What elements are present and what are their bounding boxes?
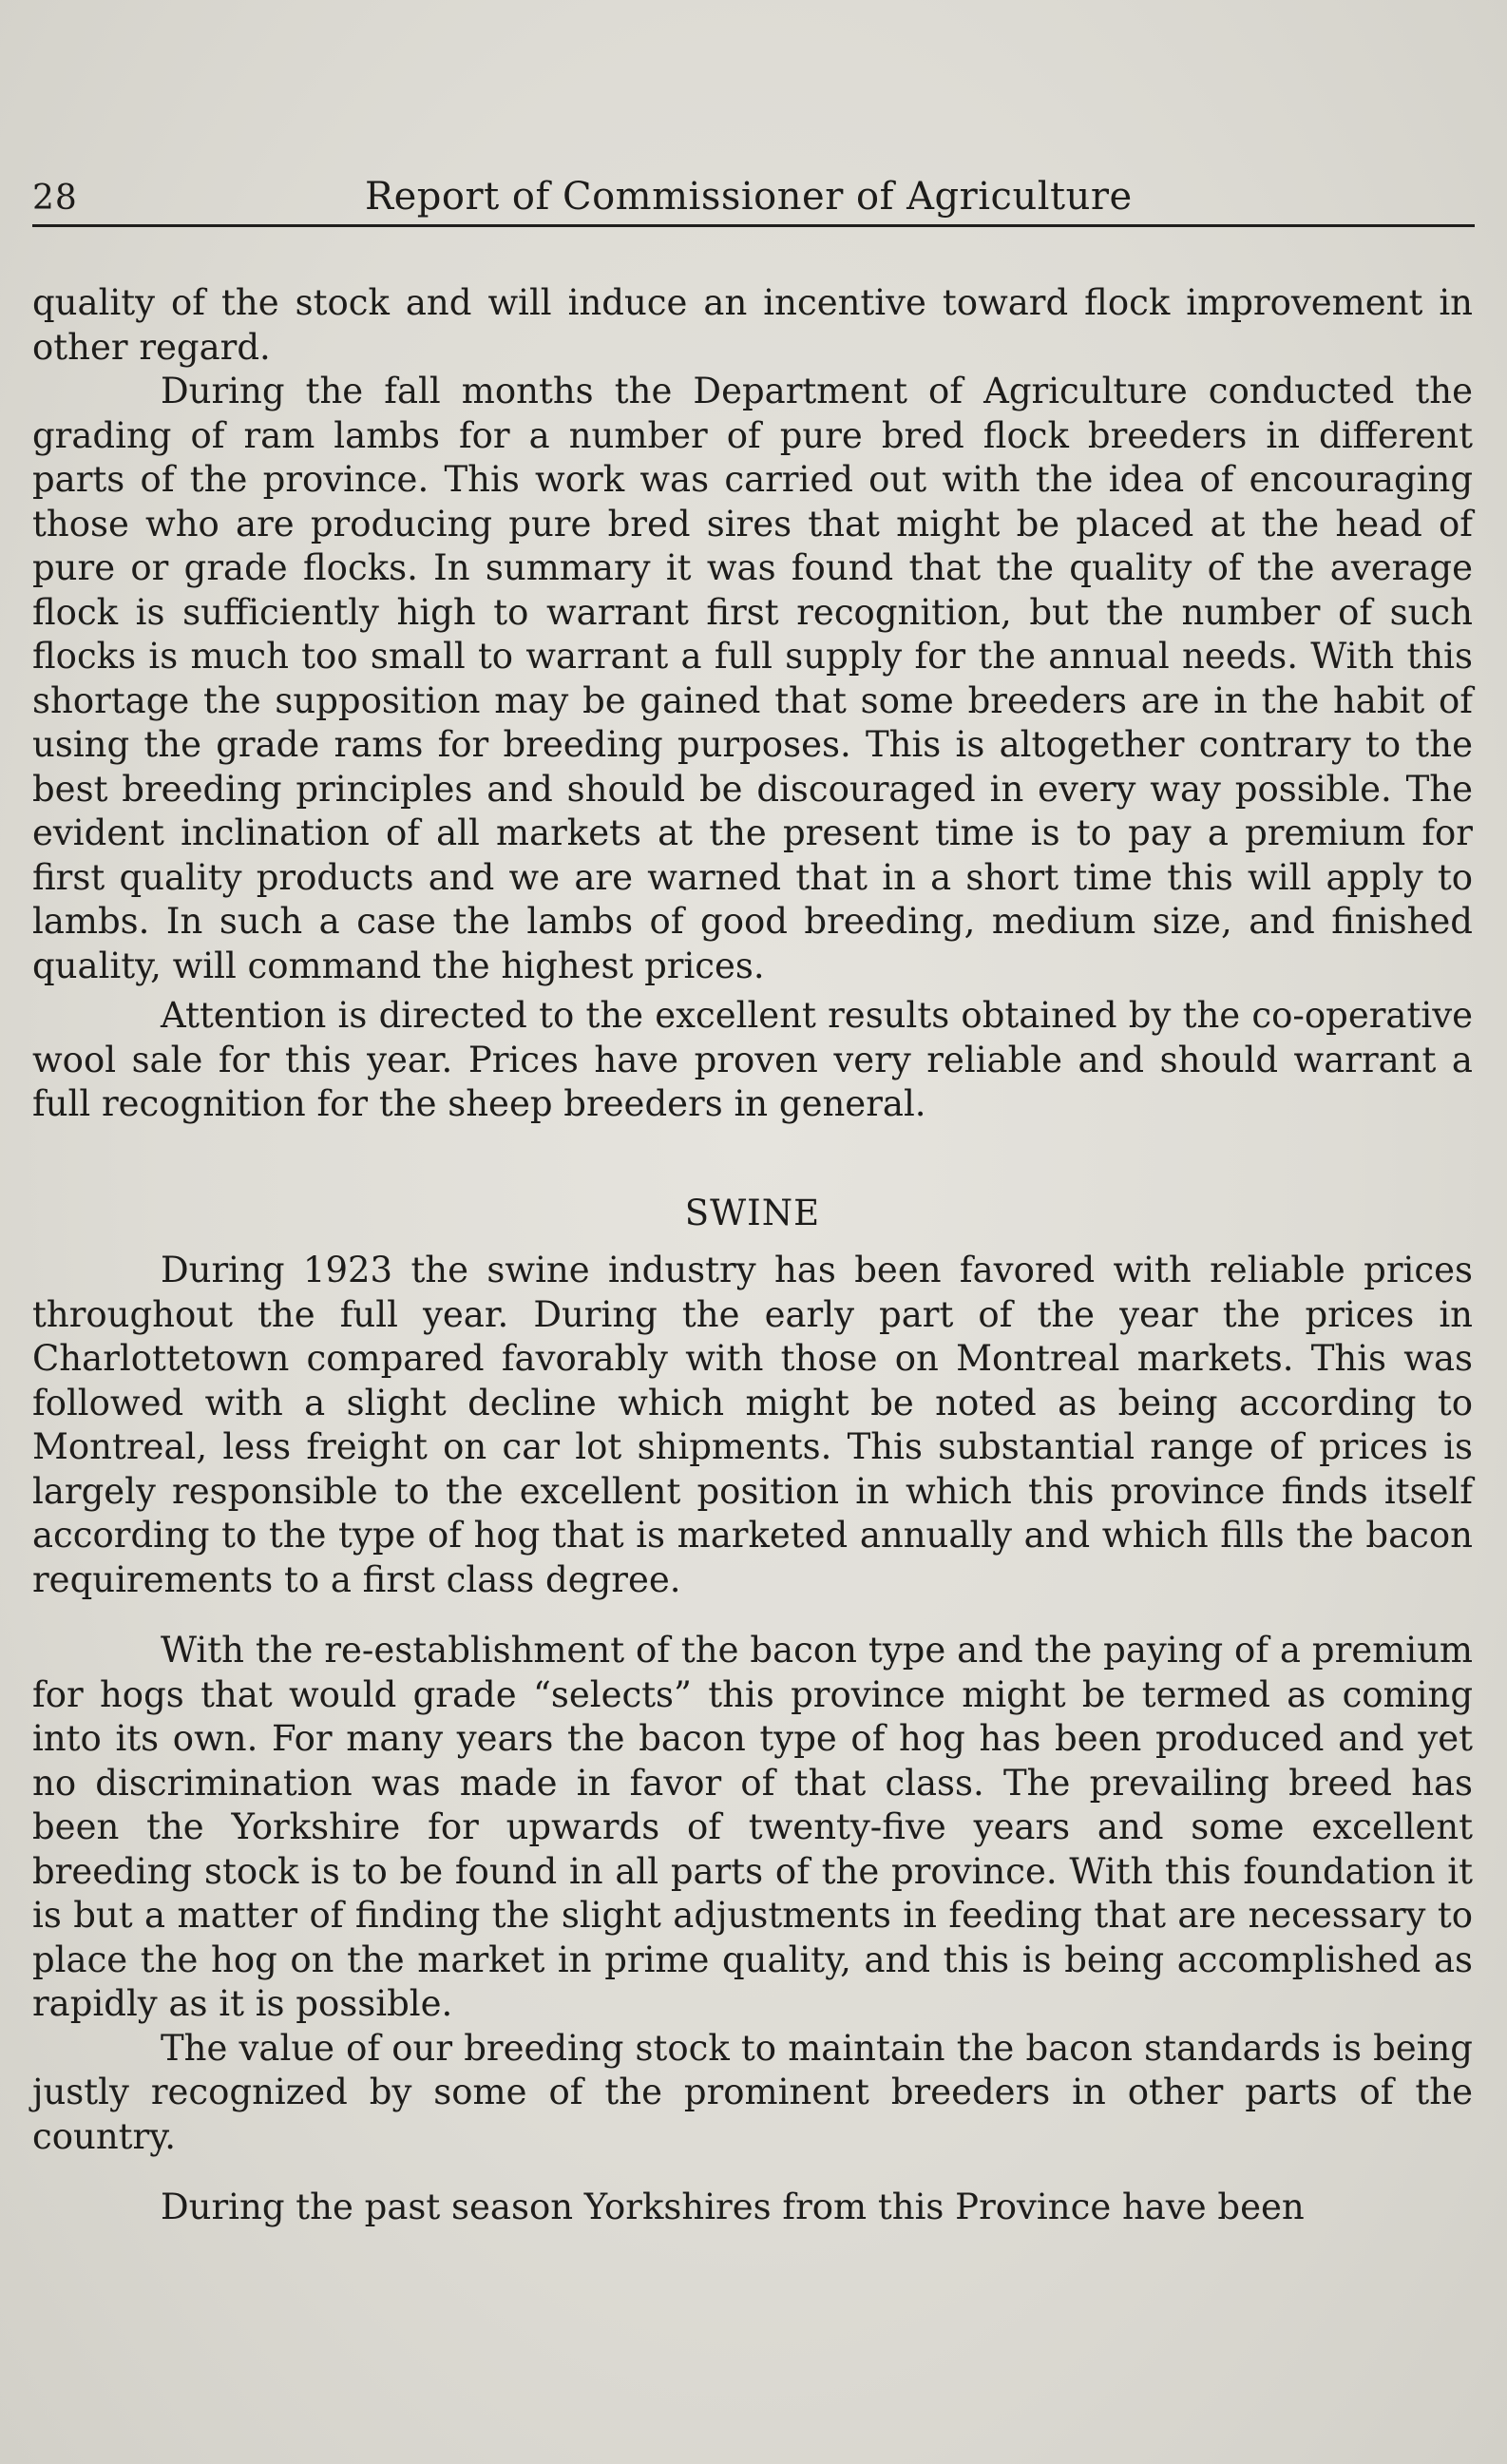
paragraph-breeding-stock: The value of our breeding stock to maintain the bacon standards is being justly recognized by some of the prominent breeders in other parts of the country. <box>32 2027 1473 2157</box>
paragraph-swine-prices: During 1923 the swine industry has been favored with reliable prices throughout the full year. During the early part of the year the prices in Charlottetown compared favorably with those on Montreal markets. This was followed with a slight decline which might be noted as being according to Montreal, less freight on car lot shipments. This substantial range of prices is largely responsible to the excellent position in which this province finds itself according to the type of hog that is marketed annually and which fills the bacon requirements to a first class degree. <box>32 1250 1473 1600</box>
page-header <box>32 169 1475 227</box>
page-number: 28 <box>32 179 78 218</box>
body-text <box>32 281 1473 2230</box>
paragraph-ram-grading: During the fall months the Department of Agriculture conducted the grading of ram lambs for a number of pure bred flock breeders in different parts of the province. This work was carried out with the idea of encouraging those who are producing pure bred sires that might be placed at the head of pure or grade flocks. In summary it was found that the quality of the average flock is sufficiently high to warrant first recognition, but the number of such flocks is much too small to warrant a full supply for the annual needs. With this shortage the supposition may be gained that some breeders are in the habit of using the grade rams for breeding purposes. This is altogether contrary to the best breeding principles and should be discouraged in every way possible. The evident inclination of all markets at the present time is to pay a premium for first quality products and we are warned that in a short time this will apply to lambs. In such a case the lambs of good breeding, medium size, and finished quality, will command the highest prices. <box>32 371 1473 986</box>
running-title: Report of Commissioner of Agriculture <box>365 175 1133 219</box>
paragraph-yorkshires: During the past season Yorkshires from this Province have been <box>161 2187 1305 2227</box>
paragraph-wool-sale: Attention is directed to the excellent results obtained by the co-operative wool sale for this year. Prices have proven very reliable and should warrant a full recognition for the sheep breeders in general. <box>32 995 1473 1124</box>
paragraph-sheep-intro: quality of the stock and will induce an incentive toward flock improvement in other regard. <box>32 282 1473 368</box>
paragraph-bacon-type: With the re-establishment of the bacon type and the paying of a premium for hogs that would grade “selects” this province might be termed as coming into its own. For many years the bacon type of hog has been produced and yet no discrimination was made in favor of that class. The prevailing breed has been the Yorkshire for upwards of twenty-five years and some excellent breeding stock is to be found in all parts of the province. With this foundation it is but a matter of finding the slight adjustments in feeding that are necessary to place the hog on the market in prime quality, and this is being accomplished as rapidly as it is possible. <box>32 1630 1473 2024</box>
section-heading: SWINE <box>684 1192 821 1233</box>
